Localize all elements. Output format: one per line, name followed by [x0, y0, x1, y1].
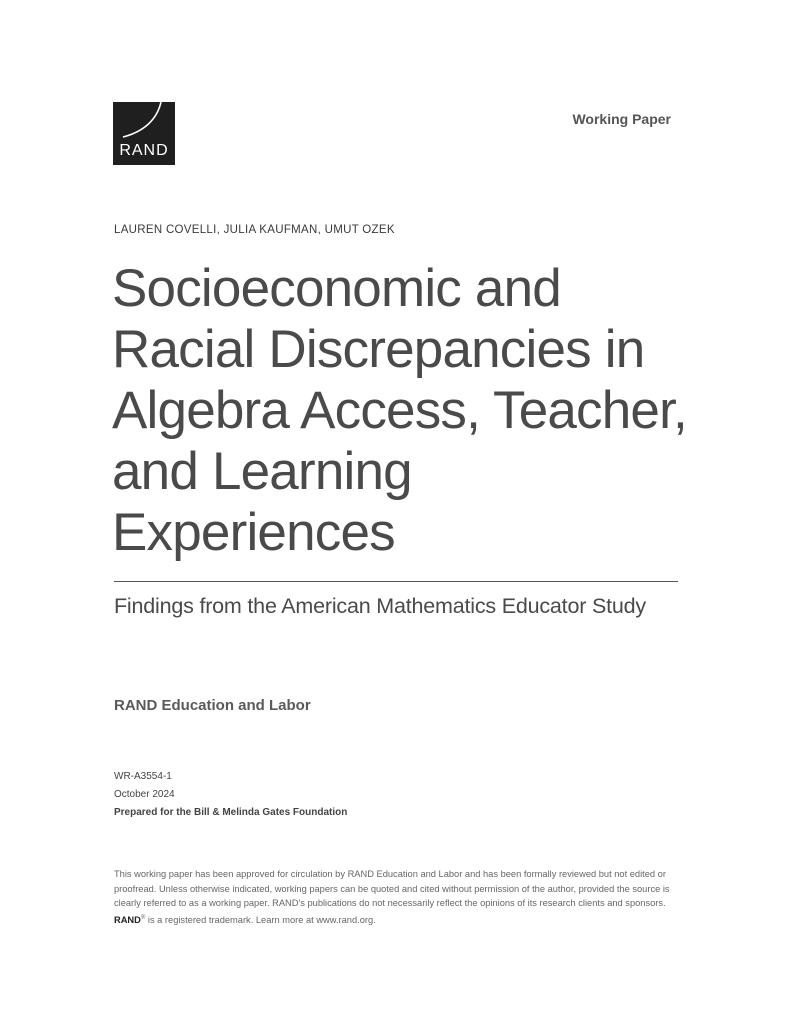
disclaimer — [114, 867, 684, 927]
report-date: October 2024 — [114, 789, 175, 800]
document-type: Working Paper — [572, 111, 671, 127]
trademark-symbol: ® — [140, 914, 146, 921]
authors: LAUREN COVELLI, JULIA KAUFMAN, UMUT OZEK — [114, 224, 395, 236]
rand-logo — [113, 102, 175, 165]
report-meta — [114, 768, 347, 822]
division-name: RAND Education and Labor — [114, 697, 311, 714]
subtitle: Findings from the American Mathematics Educator Study — [114, 594, 646, 618]
trademark-name: RAND — [114, 914, 141, 925]
page-title: Socioeconomic and Racial Discrepancies in Algebra Access, Teacher, and Learning Experiences — [112, 259, 687, 562]
prepared-for: Prepared for the Bill & Melinda Gates Foundation — [114, 807, 348, 818]
title-divider — [114, 581, 678, 582]
disclaimer-text: This working paper has been approved for circulation by RAND Education and Labor and has been formally reviewed but not edited or proofread. Unless otherwise indicated, working papers can be quoted and cited without permission of the author, provided the source is clearly referred to as a working paper. RAND's publications do not necessarily reflect the opinions of its research clients and sponsors. — [114, 869, 670, 908]
disclaimer-text-end: is a registered trademark. Learn more at www.rand.org. — [147, 914, 376, 925]
logo-text: RAND — [119, 142, 169, 159]
report-number: WR-A3554-1 — [114, 771, 172, 782]
